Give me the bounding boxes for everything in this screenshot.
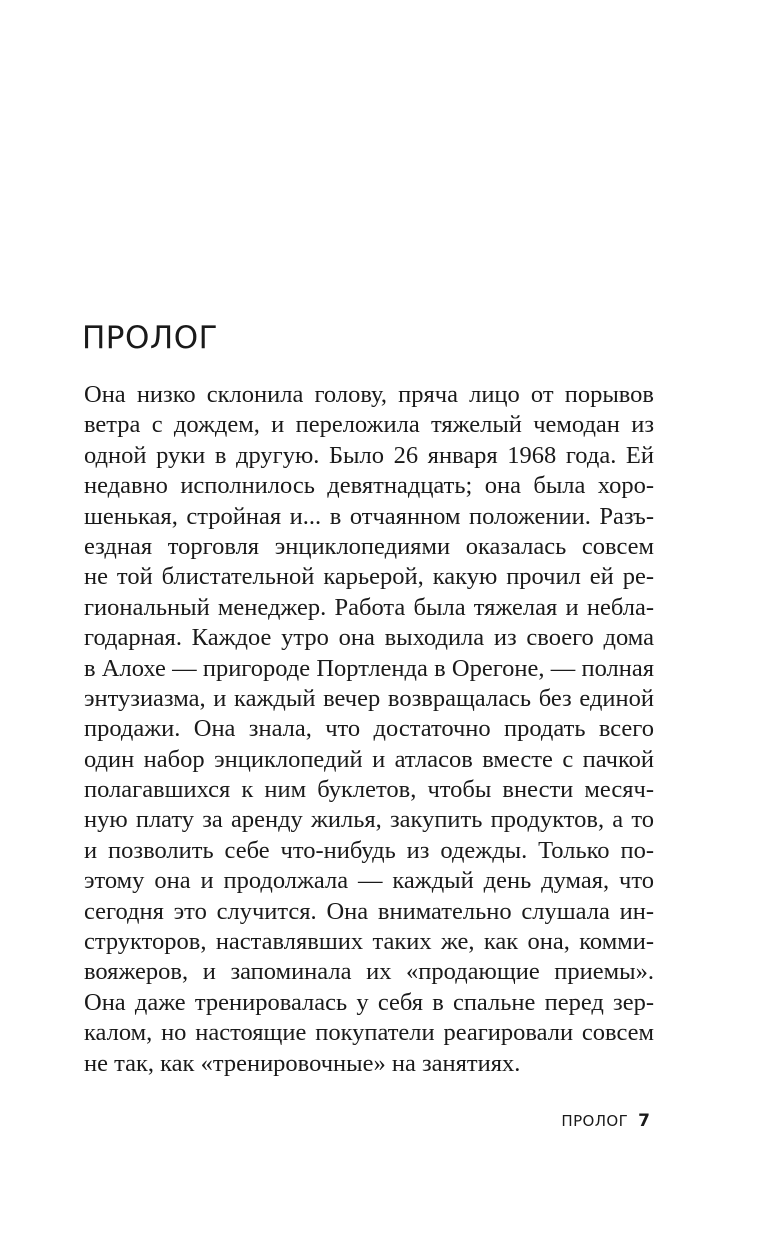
chapter-title: ПРОЛОГ	[82, 320, 219, 356]
text-line: продажи. Она знала, что достаточно продать всего	[84, 715, 654, 743]
text-line: в Алохе — пригороде Портленда в Орегоне, — полная	[84, 654, 654, 682]
text-line: полагавшихся к ним буклетов, чтобы внести месяч-	[84, 776, 654, 804]
text-line: один набор энциклопедий и атласов вместе с пачкой	[84, 745, 654, 773]
page-number: 7	[638, 1111, 650, 1131]
text-line: Она низко склонила голову, пряча лицо от порывов	[84, 381, 654, 408]
running-title: ПРОЛОГ	[561, 1112, 629, 1130]
text-line: гиональный менеджер. Работа была тяжелая и небла-	[84, 593, 654, 621]
text-line: калом, но настоящие покупатели реагировали совсем	[84, 1019, 654, 1047]
text-line: сегодня это случится. Она внимательно слушала ин-	[84, 897, 654, 925]
text-line: годарная. Каждое утро она выходила из своего дома	[84, 624, 654, 652]
text-line: энтузиазма, и каждый вечер возвращалась без единой	[84, 684, 654, 712]
page-footer	[561, 1109, 650, 1133]
text-line: структоров, наставлявших таких же, как она, комми-	[84, 928, 654, 956]
text-line: и позволить себе что-нибудь из одежды. Только по-	[84, 836, 654, 864]
text-line: ездная торговля энциклопедиями оказалась совсем	[84, 532, 654, 560]
text-line: шенькая, стройная и... в отчаянном положении. Разъ-	[84, 502, 654, 530]
text-line: не той блистательной карьерой, какую прочил ей ре-	[84, 563, 654, 591]
text-line: ную плату за аренду жилья, закупить продуктов, а то	[84, 806, 654, 834]
text-line: этому она и продолжала — каждый день думая, что	[84, 867, 654, 895]
text-line: одной руки в другую. Было 26 января 1968 года. Ей	[84, 441, 654, 469]
text-line: Она даже тренировалась у себя в спальне перед зер-	[84, 988, 654, 1016]
body-paragraph	[84, 380, 654, 1079]
text-line: ветра с дождем, и переложила тяжелый чемодан из	[84, 411, 654, 439]
text-line: не так, как «тренировочные» на занятиях.	[84, 1049, 521, 1077]
text-line: недавно исполнилось девятнадцать; она была хоро-	[84, 472, 654, 500]
text-line: вояжеров, и запоминала их «продающие приемы».	[84, 958, 654, 986]
